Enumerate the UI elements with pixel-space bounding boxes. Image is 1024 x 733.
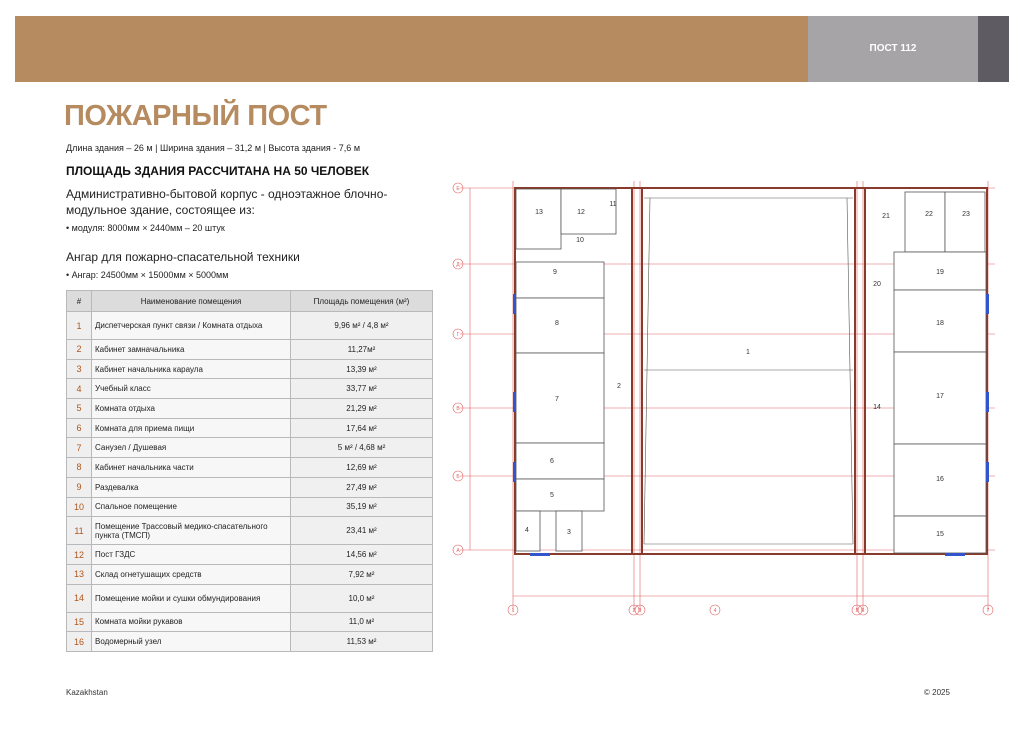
table-row <box>67 458 433 478</box>
row-name: Пост ГЗДС <box>92 545 291 565</box>
room-label: 22 <box>925 211 933 218</box>
room-label: 3 <box>567 529 571 536</box>
row-area: 11,0 м² <box>291 612 433 632</box>
row-area: 17,64 м² <box>291 418 433 438</box>
row-area: 11,53 м² <box>291 632 433 652</box>
axis-letter: Г <box>456 332 460 338</box>
row-num: 7 <box>67 438 92 458</box>
room-label: 16 <box>936 476 944 483</box>
row-name: Санузел / Душевая <box>92 438 291 458</box>
row-name: Диспетчерская пункт связи / Комната отдыха <box>92 312 291 340</box>
row-name: Водомерный узел <box>92 632 291 652</box>
row-name: Раздевалка <box>92 477 291 497</box>
row-name: Склад огнетушащих средств <box>92 564 291 584</box>
row-num: 6 <box>67 418 92 438</box>
row-area: 13,39 м² <box>291 359 433 379</box>
room-label: 11 <box>609 201 617 208</box>
room-label: 2 <box>617 383 621 390</box>
row-area: 11,27м² <box>291 340 433 360</box>
axis-letter: Е <box>456 186 460 192</box>
axis-number: 7 <box>986 608 990 614</box>
room-label: 21 <box>882 213 890 220</box>
axis-letter: Д <box>456 262 460 268</box>
room-label: 6 <box>550 458 554 465</box>
row-num: 5 <box>67 399 92 419</box>
table-row <box>67 418 433 438</box>
row-name: Учебный класс <box>92 379 291 399</box>
axis-letter: Б <box>456 474 460 480</box>
row-num: 14 <box>67 584 92 612</box>
row-num: 12 <box>67 545 92 565</box>
row-name: Помещение Трассовый медико-спасательного пункта (ТМСП) <box>92 517 291 545</box>
row-area: 12,69 м² <box>291 458 433 478</box>
room-label: 14 <box>873 404 881 411</box>
building-dimensions: Длина здания – 26 м | Ширина здания – 31,2 м | Высота здания - 7,6 м <box>66 143 361 153</box>
room-label: 13 <box>535 209 543 216</box>
row-area: 5 м² / 4,68 м² <box>291 438 433 458</box>
room-label: 4 <box>525 527 529 534</box>
hangar-bullet: • Ангар: 24500мм × 15000мм × 5000мм <box>66 270 229 280</box>
hangar <box>644 198 853 544</box>
table-row <box>67 438 433 458</box>
row-area: 10,0 м² <box>291 584 433 612</box>
row-num: 15 <box>67 612 92 632</box>
row-area: 23,41 м² <box>291 517 433 545</box>
axis-number: 5 <box>855 608 859 614</box>
left-rooms <box>516 189 616 551</box>
axis-letter: В <box>456 406 460 412</box>
table-row <box>67 379 433 399</box>
room-label: 15 <box>936 531 944 538</box>
table-row <box>67 517 433 545</box>
row-num: 11 <box>67 517 92 545</box>
footer-country: Kazakhstan <box>66 688 108 697</box>
row-num: 10 <box>67 497 92 517</box>
room-label: 17 <box>936 393 944 400</box>
row-name: Комната мойки рукавов <box>92 612 291 632</box>
row-area: 9,96 м² / 4,8 м² <box>291 312 433 340</box>
col-header-area: Площадь помещения (м²) <box>291 291 433 312</box>
right-rooms <box>894 192 986 553</box>
row-num: 13 <box>67 564 92 584</box>
row-name: Кабинет начальника части <box>92 458 291 478</box>
table-row <box>67 359 433 379</box>
table-row <box>67 340 433 360</box>
room-label: 9 <box>553 269 557 276</box>
row-num: 3 <box>67 359 92 379</box>
table-row <box>67 545 433 565</box>
room-label: 20 <box>873 281 881 288</box>
table-row <box>67 632 433 652</box>
table-row <box>67 612 433 632</box>
room-label: 12 <box>577 209 585 216</box>
room-label: 23 <box>962 211 970 218</box>
axis-number: 3 <box>638 608 642 614</box>
row-area: 35,19 м² <box>291 497 433 517</box>
axis-number: 1 <box>511 608 515 614</box>
row-num: 2 <box>67 340 92 360</box>
row-name: Кабинет начальника караула <box>92 359 291 379</box>
table-row <box>67 399 433 419</box>
axis-number: 2 <box>632 608 636 614</box>
room-label: 18 <box>936 320 944 327</box>
row-name: Помещение мойки и сушки обмундирования <box>92 584 291 612</box>
hangar-title: Ангар для пожарно-спасательной техники <box>66 250 300 264</box>
table-row <box>67 477 433 497</box>
row-num: 8 <box>67 458 92 478</box>
room-label: 10 <box>576 237 584 244</box>
row-area: 14,56 м² <box>291 545 433 565</box>
room-label: 8 <box>555 320 559 327</box>
header-band <box>15 16 808 82</box>
table-row <box>67 497 433 517</box>
col-header-num: # <box>67 291 92 312</box>
row-area: 7,92 м² <box>291 564 433 584</box>
table-row <box>67 564 433 584</box>
page-title: ПОЖАРНЫЙ ПОСТ <box>64 100 327 132</box>
room-label: 1 <box>746 349 750 356</box>
table-row <box>67 584 433 612</box>
col-header-name: Наименование помещения <box>92 291 291 312</box>
header-label: ПОСТ 112 <box>869 43 917 54</box>
building-description: Административно-бытовой корпус - одноэтажное блочно-модульное здание, состоящее из: <box>66 187 388 217</box>
floor-plan <box>450 176 1000 621</box>
row-num: 4 <box>67 379 92 399</box>
rooms-table <box>66 290 433 652</box>
footer-copyright: © 2025 <box>924 688 950 697</box>
table-row <box>67 312 433 340</box>
row-area: 21,29 м² <box>291 399 433 419</box>
header-dark-block <box>978 16 1009 82</box>
room-label: 5 <box>550 492 554 499</box>
row-name: Комната для приема пищи <box>92 418 291 438</box>
modules-bullet: • модуля: 8000мм × 2440мм – 20 штук <box>66 223 225 233</box>
row-num: 1 <box>67 312 92 340</box>
axis-number: 4 <box>713 608 717 614</box>
row-num: 9 <box>67 477 92 497</box>
axis-letter: А <box>456 548 460 554</box>
row-area: 33,77 м² <box>291 379 433 399</box>
row-area: 27,49 м² <box>291 477 433 497</box>
room-label: 19 <box>936 269 944 276</box>
axis-number: 6 <box>861 608 865 614</box>
room-label: 7 <box>555 396 559 403</box>
row-name: Комната отдыха <box>92 399 291 419</box>
row-name: Кабинет замначальника <box>92 340 291 360</box>
row-name: Спальное помещение <box>92 497 291 517</box>
capacity-heading: ПЛОЩАДЬ ЗДАНИЯ РАССЧИТАНА НА 50 ЧЕЛОВЕК <box>66 164 370 178</box>
row-num: 16 <box>67 632 92 652</box>
